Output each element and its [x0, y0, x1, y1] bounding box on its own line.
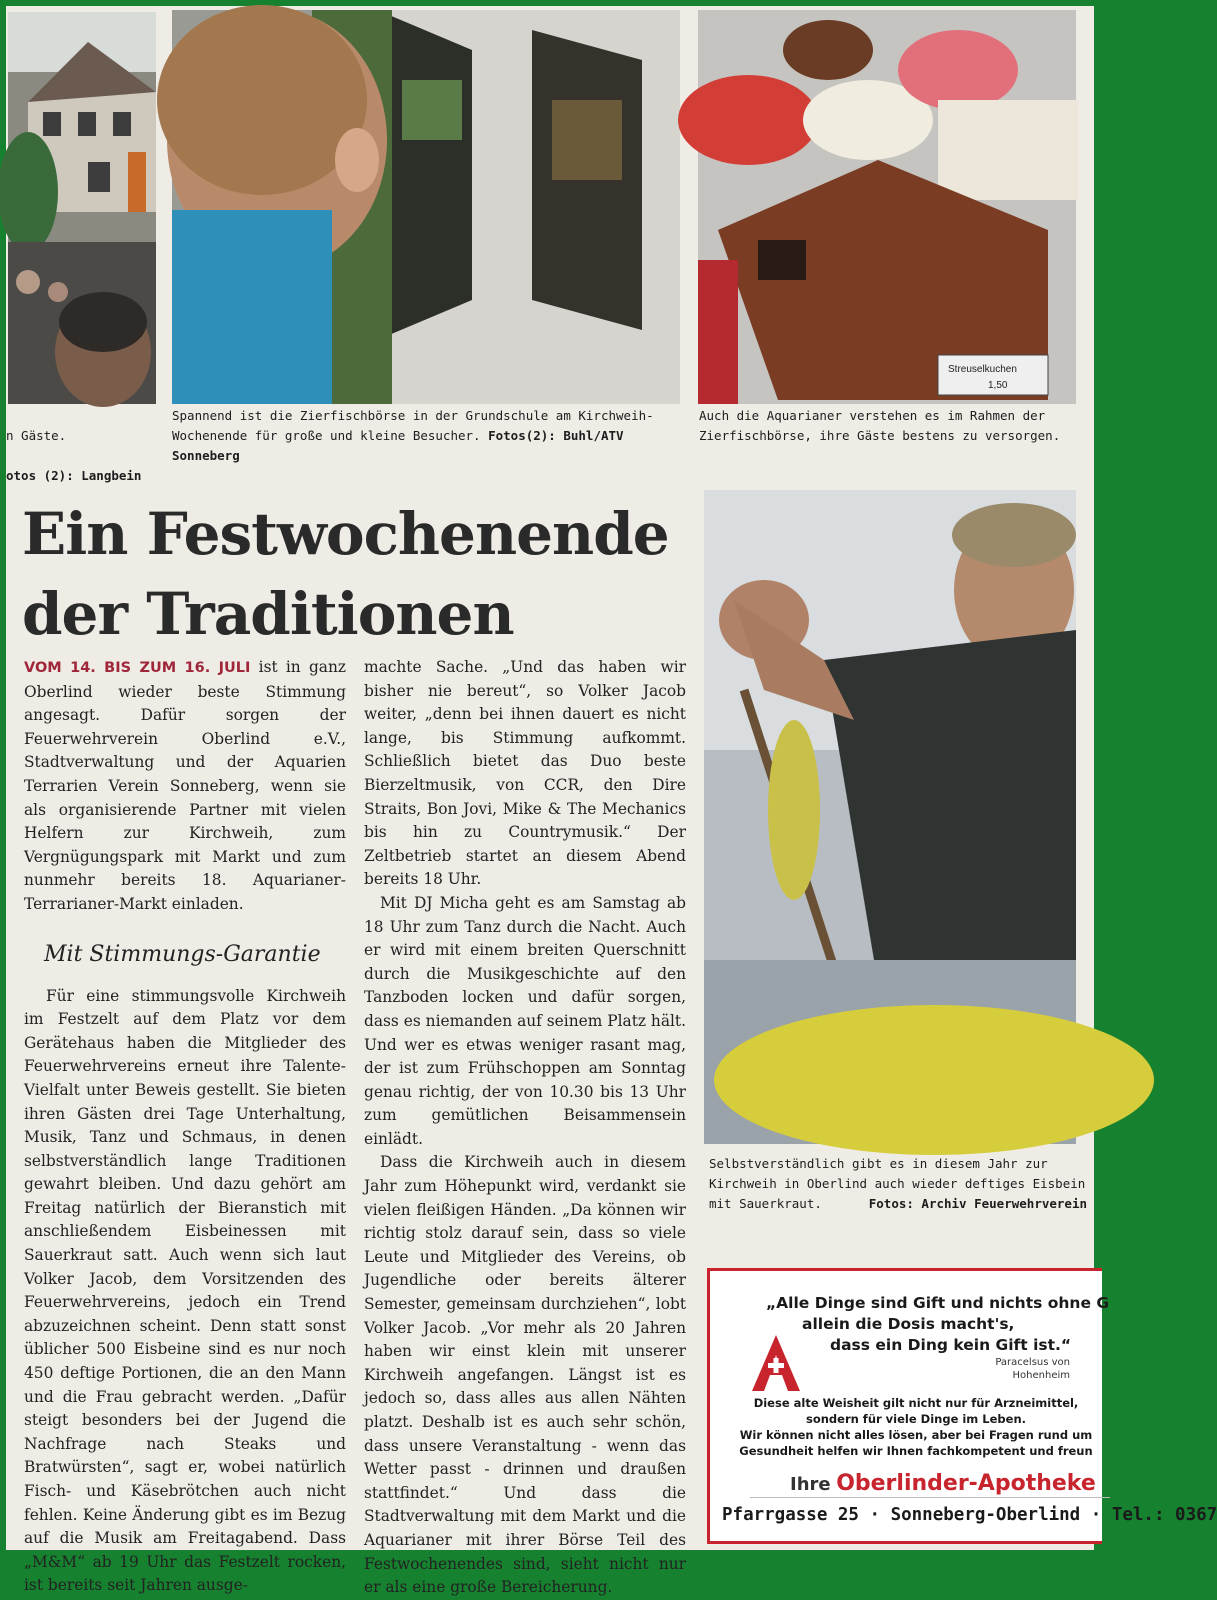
caption-middle — [172, 406, 684, 466]
photo-aquarium-child — [172, 10, 680, 404]
newspaper-page — [6, 6, 1217, 1597]
pharmacy-advertisement — [707, 1268, 1217, 1544]
caption-cook-text: Selbstverständlich gibt es in diesem Jahr zur Kirchweih in Oberlind auch wieder deftiges Eisbein mit Sauerkraut. — [709, 1156, 1086, 1211]
article-col2-paragraph-1: machte Sache. „Und das haben wir bisher nie bereut“, so Volker Jacob weiter, „denn bei ihnen dauert es nicht lange, bis Stimmung aufkommt. Schließlich bietet das Duo beste Bierzeltmusik, von CCR, den Dire Straits, Bon Jovi, Mike & The Mechanics bis hin zu Countrymusik.“ Der Zeltbetrieb startet an diesem Abend bereits 18 Uhr. — [364, 658, 686, 889]
article-lead: VOM 14. BIS ZUM 16. JULI — [24, 660, 251, 676]
photo-cake-table — [698, 10, 1076, 404]
pharmacy-name-prefix: Ihre — [790, 1474, 831, 1495]
aquarium-child-photo-icon — [172, 10, 680, 404]
ad-divider — [750, 1497, 1110, 1498]
pharmacy-address: Pfarrgasse 25 · Sonneberg-Oberlind · Tel.: 0367 — [722, 1505, 1217, 1525]
caption-left-credit: otos (2): Langbein — [6, 468, 142, 483]
ad-body-text — [726, 1395, 1106, 1459]
caption-middle-credit: Fotos(2): Buhl/ATV Sonneberg — [172, 428, 624, 463]
caption-right-text: Auch die Aquarianer verstehen es im Rahmen der Zierfischbörse, ihre Gäste bestens zu versorgen. — [699, 408, 1061, 443]
pharmacy-name-main: Oberlinder-Apotheke — [836, 1471, 1096, 1496]
cake-table-photo-icon — [698, 10, 1076, 404]
photo-cook — [704, 490, 1076, 1144]
article-intro-text: ist in ganz Oberlind wieder beste Stimmung angesagt. Dafür sorgen der Feuerwehrverein Oberlind e.V., Stadtverwaltung und der Aquarien Terrarien Verein Sonneberg, wenn sie als organisierende Partner mit vielen Helfern zur Kirchweih, zum Vergnügungspark mit Markt und zum nunmehr bereits 18. Aquarianer-Terrarianer-Markt einladen. — [24, 658, 346, 913]
cake-sign-price: 1,50 — [988, 380, 1008, 391]
ad-body-line-3: Wir können nicht alles lösen, aber bei Fragen rund um — [739, 1428, 1093, 1442]
article-headline — [22, 494, 702, 654]
headline-line-2: der Traditionen — [22, 580, 514, 648]
ad-quote-line-1: „Alle Dinge sind Gift und nichts ohne G — [766, 1294, 1110, 1312]
headline-line-1: Ein Festwochenende — [22, 500, 669, 568]
ad-body-line-4: Gesundheit helfen wir Ihnen fachkompetent und freun — [739, 1444, 1093, 1458]
caption-right — [699, 406, 1079, 446]
ad-quote-line-2: allein die Dosis macht's, — [802, 1315, 1015, 1333]
ad-body-line-2: sondern für viele Dinge im Leben. — [805, 1412, 1027, 1426]
ad-quote-author — [950, 1356, 1070, 1382]
photo-town-house — [8, 12, 156, 404]
article-intro — [24, 656, 346, 917]
ad-quote — [766, 1293, 1126, 1356]
caption-middle-text: Spannend ist die Zierfischbörse in der Grundschule am Kirchweih-Wochenende für große und kleine Besucher. — [172, 408, 654, 443]
article-column-2 — [364, 656, 686, 1597]
ad-quote-line-3: dass ein Ding kein Gift ist.“ — [830, 1336, 1072, 1354]
pharmacy-a-logo-icon — [750, 1333, 802, 1393]
ad-author-line-2: Hohenheim — [1012, 1370, 1070, 1381]
cake-sign-label: Streuselkuchen — [948, 364, 1017, 375]
ad-author-line-1: Paracelsus von — [995, 1357, 1070, 1368]
article-col2-paragraph-3: Dass die Kirchweih auch in diesem Jahr zum Höhepunkt wird, verdankt sie vielen fleißigen Händen. „Da können wir richtig stolz darauf sein, dass so viele Leute und Mitglieder des Vereins, ob Jugendliche oder bereits älterer Semester, gemeinsam durchziehen“, lobt Volker Jacob. „Vor mehr als 20 Jahren haben wir einst klein mit unserer Kirchweih angefangen. Längst ist es jedoch so, dass alles aus allen Nähten platzt. Deshalb ist es auch sehr schön, dass unsere Veranstaltung - wenn das Wetter passt - drinnen und draußen stattfindet.“ Und dass die Stadtverwaltung mit dem Markt und die Aquarianer mit ihrer Börse Teil des Festwochenendes sind, sieht nicht nur er als eine große Bereicherung. — [364, 1153, 686, 1597]
article-col1-paragraph: Für eine stimmungsvolle Kirchweih im Festzelt auf dem Platz vor dem Gerätehaus haben die Mitglieder des Feuerwehrvereins erneut ihre Talente-Vielfalt unter Beweis gestellt. Sie bieten ihren Gästen drei Tage Unterhaltung, Musik, Tanz und Schmaus, in denen selbstverständlich lange Traditionen gewahrt bleiben. Und dazu gehört am Freitag natürlich der Bieranstich mit anschließendem Eisbeinessen mit Sauerkraut satt. Auch wenn sich laut Volker Jacob, dem Vorsitzenden des Feuerwehrvereins, jedoch ein Trend abzuzeichnen scheint. Denn statt sonst üblicher 500 Eisbeine sind es nur noch 450 deftige Portionen, die an den Mann und die Frau gebracht werden. „Dafür steigt besonders bei der Jugend die Nachfrage nach Steaks und Bratwürsten“, sagt er, wobei natürlich Fisch- und Käsebrötchen auch nicht fehlen. Keine Änderung gibt es im Bezug auf die Musik am Freitagabend. Dass „M&M“ ab 19 Uhr das Festzelt rocken, ist bereits seit Jahren ausge- — [24, 986, 346, 1595]
cook-stirring-pot-photo-icon — [704, 490, 1076, 1144]
caption-cook — [709, 1154, 1087, 1214]
caption-cook-credit: Fotos: Archiv Feuerwehrverein — [868, 1196, 1087, 1211]
pharmacy-name — [790, 1471, 1096, 1496]
article-column-1 — [24, 656, 346, 1595]
caption-left — [6, 406, 156, 486]
article-col2-paragraph-2: Mit DJ Micha geht es am Samstag ab 18 Uhr zum Tanz durch die Nacht. Auch er wird mit einem breiten Querschnitt durch die Musikgeschichte auf den Tanzboden locken und dafür sorgen, dass es niemanden auf seinem Platz hält. Und wer es etwas weniger rasant mag, der ist zum Frühschoppen am Sonntag genau richtig, der von 10.30 bis 13 Uhr zum gemütlichen Beisammensein einlädt. — [364, 893, 686, 1148]
town-house-photo-icon — [8, 12, 156, 404]
article-subhead: Mit Stimmungs-Garantie — [44, 941, 321, 967]
caption-left-text: n Gäste. — [6, 428, 67, 443]
ad-body-line-1: Diese alte Weisheit gilt nicht nur für Arzneimittel, — [753, 1396, 1079, 1410]
